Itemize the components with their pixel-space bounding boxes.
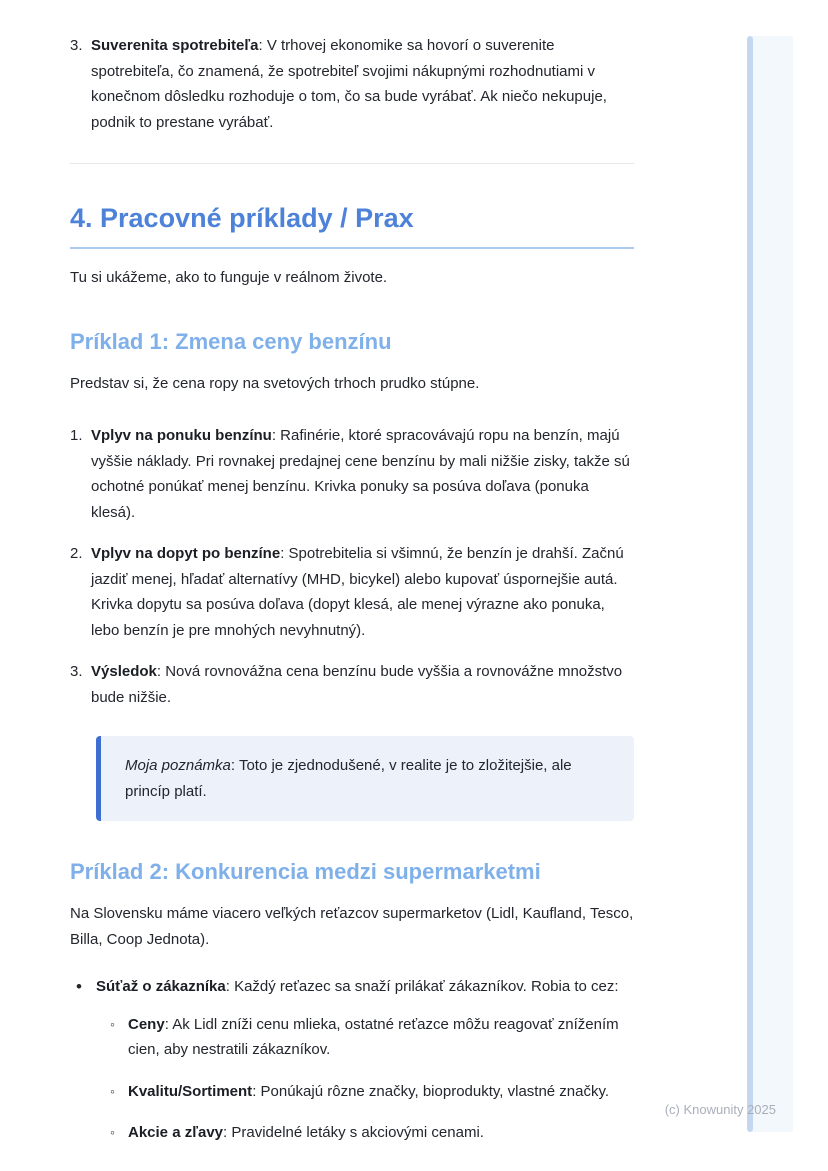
consumer-sovereignty-list — [70, 33, 634, 135]
list-item-rest: : Ak Lidl zníži cenu mlieka, ostatné reťazce môžu reagovať znížením cien, aby nestratili zákazníkov. — [128, 1015, 619, 1058]
list-item-rest: : Rafinérie, ktoré spracovávajú ropu na benzín, majú vyššie náklady. Pri rovnakej predajnej cene benzínu by mali nižšie zisky, takže sú ochotné ponúkať menej benzínu. Krivka ponuky sa posúva doľava (ponuka klesá). — [91, 427, 630, 521]
list-item-text — [91, 33, 634, 135]
bullet-circle-icon — [110, 1120, 128, 1146]
bullet-circle-icon — [110, 1079, 128, 1105]
list-item-text — [96, 974, 634, 1146]
list-item-lead: Suverenita spotrebiteľa — [91, 37, 259, 54]
list-item-lead: Ceny — [128, 1015, 165, 1033]
list-item-text — [128, 1120, 634, 1146]
list-item-rest: : Spotrebitelia si všimnú, že benzín je drahší. Začnú jazdiť menej, hľadať alternatívy (MHD, bicykel) alebo kupovať úspornejšie autá. Krivka dopytu sa posúva doľava (dopyt klesá, ale menej výrazne ako ponuka, lebo benzín je pre mnohých nevyhnutný). — [91, 545, 624, 639]
list-item — [70, 541, 634, 643]
list-item-number: 3. — [70, 663, 83, 680]
list-item — [70, 33, 634, 135]
list-item-rest: : Každý reťazec sa snaží prilákať zákazníkov. Robia to cez: — [225, 978, 619, 995]
example1-intro: Predstav si, že cena ropy na svetových trhoch prudko stúpne. — [70, 374, 480, 392]
list-item — [110, 1012, 634, 1063]
list-item-rest: : V trhovej ekonomike sa hovorí o suverenite spotrebiteľa, čo znamená, že spotrebiteľ svojimi nákupnými rozhodnutiami v konečnom dôsledku rozhoduje o tom, čo sa bude vyrábať. Ak niečo nekupuje, podnik to prestane vyrábať. — [91, 37, 607, 131]
example2-bullet-list — [70, 974, 634, 1146]
example1-steps-list — [70, 423, 634, 710]
list-item-text — [128, 1012, 634, 1063]
list-item — [70, 659, 634, 710]
list-item — [70, 974, 634, 1146]
section-intro: Tu si ukážeme, ako to funguje v reálnom živote. — [70, 269, 388, 286]
section-divider — [70, 163, 634, 164]
list-item — [70, 423, 634, 525]
list-item-lead: Výsledok — [91, 663, 157, 680]
bullet-disc-icon — [70, 974, 96, 1146]
example1-heading: Príklad 1: Zmena ceny benzínu — [70, 328, 392, 354]
list-item-text — [91, 659, 634, 710]
note-callout — [96, 736, 634, 821]
section-heading: 4. Pracovné príklady / Prax — [70, 202, 634, 249]
list-item-lead: Kvalitu/Sortiment — [128, 1082, 253, 1100]
scrollbar-thumb[interactable] — [747, 36, 753, 1132]
list-item-paragraph — [96, 974, 634, 1000]
note-lead: Moja poznámka — [125, 757, 231, 774]
note-text — [125, 753, 612, 804]
list-item — [110, 1120, 634, 1146]
list-item — [110, 1079, 634, 1105]
list-item-number: 1. — [70, 427, 83, 444]
example2-intro: Na Slovensku máme viacero veľkých reťazcov supermarketov (Lidl, Kaufland, Tesco, Billa, Coop Jednota). — [70, 905, 634, 948]
list-item-rest: : Pravidelné letáky s akciovými cenami. — [223, 1124, 484, 1141]
list-item-lead: Akcie a zľavy — [128, 1124, 224, 1141]
example2-sub-list — [110, 1012, 634, 1146]
list-item-number: 3. — [70, 37, 83, 54]
list-item-text — [91, 423, 634, 525]
list-item-lead: Súťaž o zákazníka — [96, 978, 226, 995]
list-item-lead: Vplyv na dopyt po benzíne — [91, 545, 281, 562]
list-item-lead: Vplyv na ponuku benzínu — [91, 427, 272, 444]
list-item-text — [91, 541, 634, 643]
footer-copyright: (c) Knowunity 2025 — [664, 1102, 776, 1117]
list-item-text — [128, 1079, 634, 1105]
document-content — [70, 0, 634, 1146]
bullet-circle-icon — [110, 1012, 128, 1063]
note-rest: : Toto je zjednodušené, v realite je to zložitejšie, ale princíp platí. — [125, 757, 572, 800]
example2-heading: Príklad 2: Konkurencia medzi supermarketmi — [70, 859, 541, 884]
list-item-rest: : Ponúkajú rôzne značky, bioprodukty, vlastné značky. — [252, 1082, 610, 1100]
list-item-number: 2. — [70, 545, 83, 562]
list-item-rest: : Nová rovnovážna cena benzínu bude vyššia a rovnovážne množstvo bude nižšie. — [91, 663, 623, 706]
scrollbar-track — [752, 36, 793, 1132]
